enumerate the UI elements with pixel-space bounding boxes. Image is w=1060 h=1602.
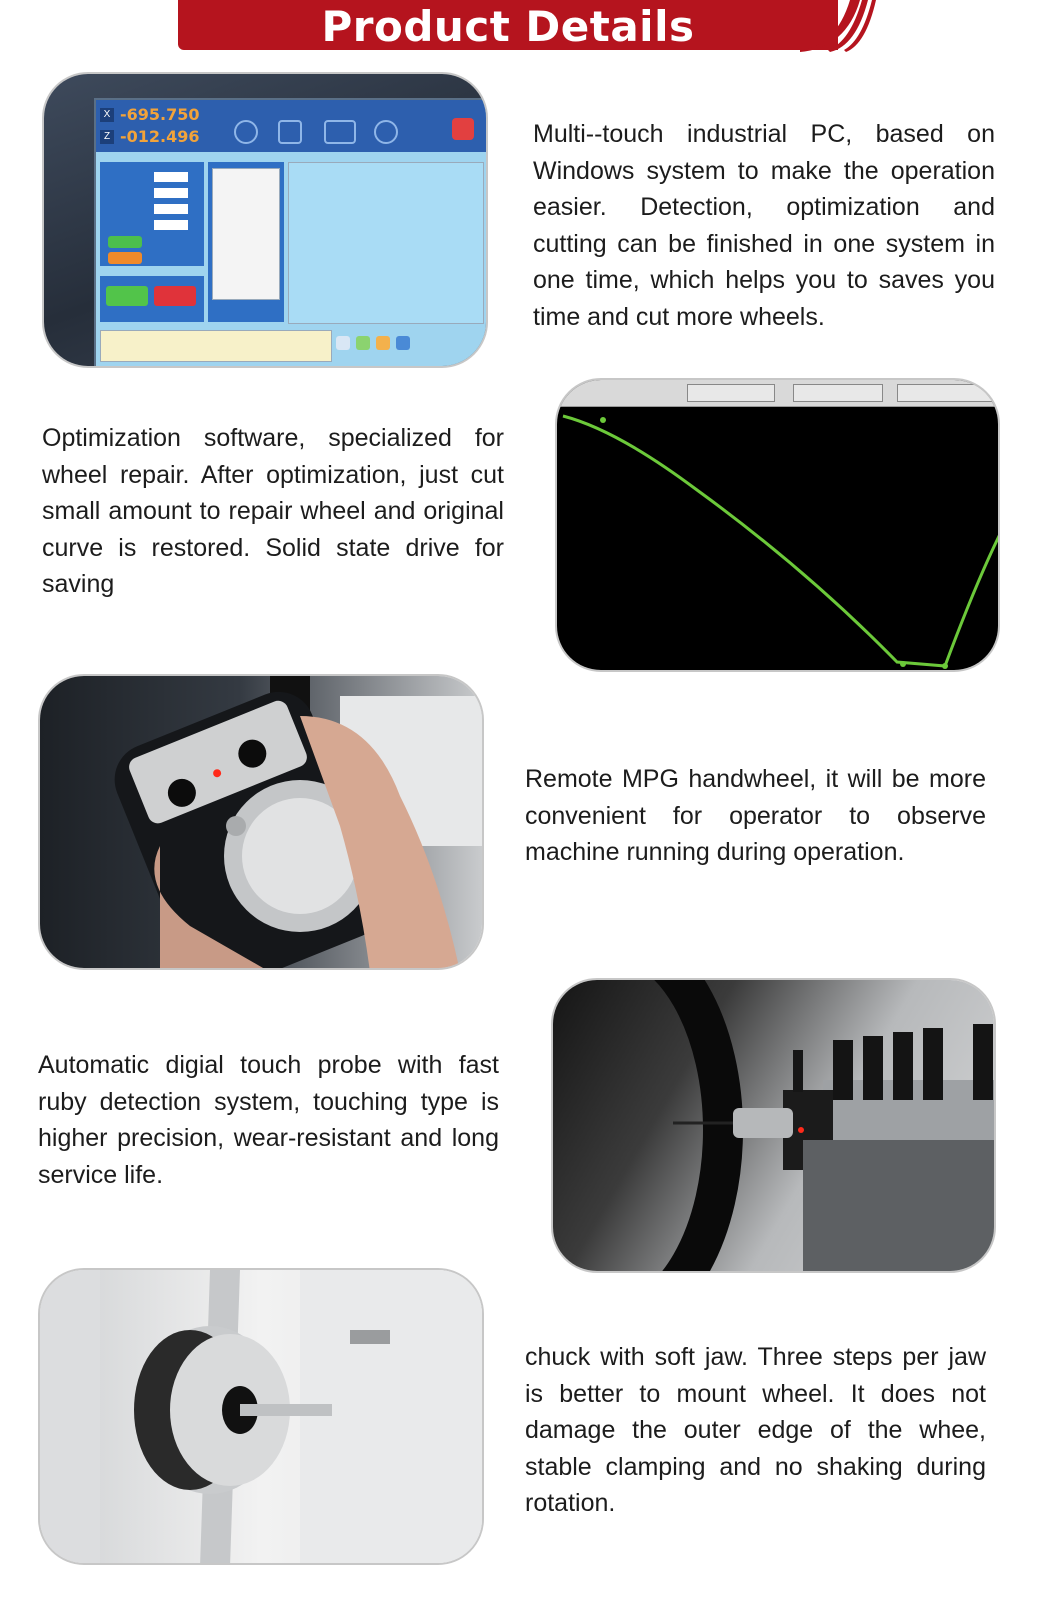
touch-pc-screen — [94, 98, 488, 368]
z-readout: -012.496 — [120, 127, 200, 146]
section-2-text: Optimization software, specialized for wheel repair. After optimization, just cut small amount to repair wheel and original curve is restored. Solid state drive for saving — [42, 424, 504, 598]
chuck-photo — [38, 1268, 484, 1565]
section-5-text: chuck with soft jaw. Three steps per jaw is better to mount wheel. It does not damage the outer edge of the whee, stable clamping and no shaking during rotation. — [525, 1343, 986, 1517]
touch-pc-photo — [42, 72, 488, 368]
chuck-illustration — [40, 1270, 484, 1565]
touch-probe-illustration — [553, 980, 996, 1273]
handwheel-photo — [38, 674, 484, 970]
handwheel-illustration — [40, 676, 484, 970]
cutting-icon — [324, 120, 356, 144]
x-readout: -695.750 — [120, 105, 200, 124]
curve-software-photo — [555, 378, 1000, 672]
banner-swoosh-decoration — [800, 0, 880, 52]
section-4-text: Automatic digial touch probe with fast ruby detection system, touching type is higher precision, wear-resistant and long service life. — [38, 1051, 499, 1189]
touch-probe-photo — [551, 978, 996, 1273]
section-1-text: Multi--touch industrial PC, based on Windows system to make the operation easier. Detection, optimization and cutting can be finished in one system in one time, which helps you to saves you time and cut more wheels. — [533, 120, 995, 331]
axis-x-label: X — [100, 108, 114, 122]
axis-z-label: Z — [100, 130, 114, 144]
detection-icon — [234, 120, 258, 144]
header-banner — [178, 0, 838, 50]
section-3-text: Remote MPG handwheel, it will be more convenient for operator to observe machine running during operation. — [525, 765, 986, 866]
page-title: Product Details — [321, 2, 695, 51]
optimization-icon — [278, 120, 302, 144]
wheel-profile-curve — [557, 380, 1000, 672]
exit-icon — [452, 118, 474, 140]
gear-icon — [374, 120, 398, 144]
